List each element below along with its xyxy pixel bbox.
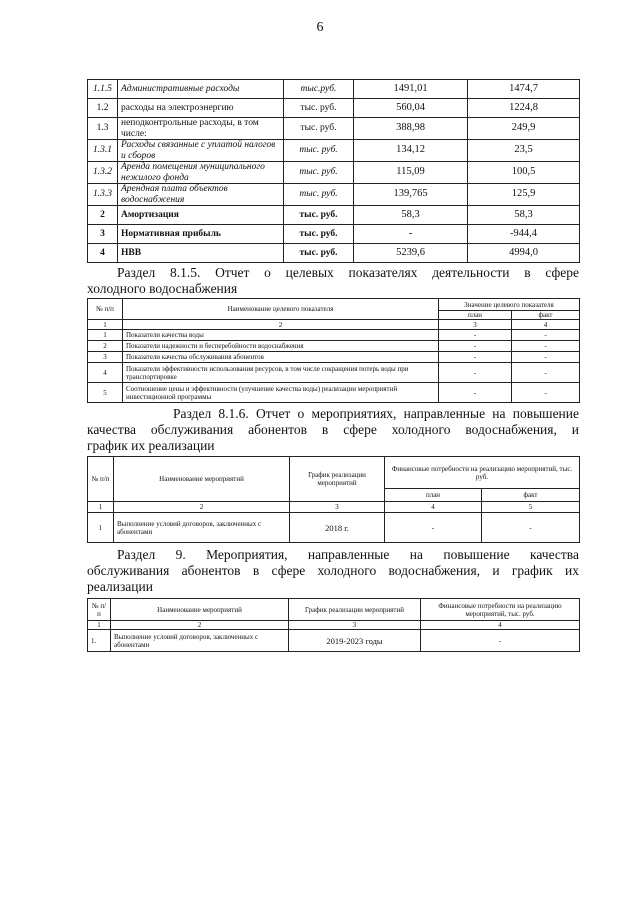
page-number: 6: [316, 20, 324, 35]
section-9-heading: Раздел 9. Мероприятия, направленные на повышение качества обслуживания абонентов в сфере холодного водоснабжения, и график их реализации: [87, 547, 579, 594]
section-8-1-6-heading: Раздел 8.1.6. Отчет о мероприятиях, направленные на повышение качества обслуживания абонентов в сфере холодного водоснабжения, и график их реализации: [87, 406, 579, 453]
table-row: 1 Показатели качества воды - -: [88, 330, 580, 341]
index-cell: 2: [123, 320, 439, 330]
index-cell: 3: [439, 320, 512, 330]
col-financing-header: Финансовые потребности на реализацию мероприятий, тыс. руб.: [385, 457, 580, 489]
index-cell: 1: [88, 621, 111, 630]
table-row: 3 Показатели качества обслуживания абонентов - -: [88, 352, 580, 363]
col-fact-header: факт: [512, 311, 580, 320]
col-financing-header: Финансовые потребности на реализацию мероприятий, тыс. руб.: [421, 599, 580, 621]
col-value-header: Значение целевого показателя: [439, 299, 580, 311]
index-cell: 3: [290, 502, 385, 513]
col-plan-header: план: [385, 489, 482, 502]
index-cell: 1: [88, 502, 114, 513]
table-row: 2 Амортизация тыс. руб. 58,3 58,3: [88, 206, 580, 225]
table-row: 2 Показатели надежности и бесперебойности водоснабжения - -: [88, 341, 580, 352]
section-8-1-5-heading: Раздел 8.1.5. Отчет о целевых показателях деятельности в сфере холодного водоснабжения: [87, 265, 579, 296]
col-schedule-header: График реализации мероприятий: [290, 457, 385, 502]
table-row: 1.1.5 Административные расходы тыс.руб. 1491,01 1474,7: [88, 80, 580, 99]
table-row: 1.3.3 Арендная плата объектов водоснабжения тыс. руб. 139,765 125,9: [88, 184, 580, 206]
index-cell: 4: [385, 502, 482, 513]
table-row: 1. Выполнение условий договоров, заключенных с абонентами 2019-2023 годы -: [88, 630, 580, 652]
table-row: 1 Выполнение условий договоров, заключенных с абонентами 2018 г. - -: [88, 513, 580, 543]
col-name-header: Наименование целевого показателя: [123, 299, 439, 320]
index-cell: 2: [114, 502, 290, 513]
table-row: 1.3.2 Аренда помещения муниципального нежилого фонда тыс. руб. 115,09 100,5: [88, 162, 580, 184]
table-row: 3 Нормативная прибыль тыс. руб. - -944,4: [88, 225, 580, 244]
col-plan-header: план: [439, 311, 512, 320]
index-cell: 2: [111, 621, 289, 630]
col-schedule-header: График реализации мероприятий: [289, 599, 421, 621]
col-fact-header: факт: [482, 489, 580, 502]
col-num-header: № п/п: [88, 299, 123, 320]
index-cell: 4: [421, 621, 580, 630]
index-cell: 3: [289, 621, 421, 630]
col-num-header: № п/п: [88, 599, 111, 621]
target-indicators-table: [87, 298, 580, 403]
expenses-table: [87, 79, 580, 263]
col-num-header: № п/п: [88, 457, 114, 502]
index-cell: 4: [512, 320, 580, 330]
measures-plan-table: [87, 598, 580, 652]
col-name-header: Наименование мероприятий: [111, 599, 289, 621]
table-row: 1.3.1 Расходы связанные с уплатой налогов и сборов тыс. руб. 134,12 23,5: [88, 140, 580, 162]
index-cell: 1: [88, 320, 123, 330]
table-row: 4 Показатели эффективности использования ресурсов, в том числе сокращения потерь воды при транспортировке - -: [88, 363, 580, 383]
table-row: 4 НВВ тыс. руб. 5239,6 4994,0: [88, 244, 580, 263]
table-row: 1.3 неподконтрольные расходы, в том числе: тыс. руб. 388,98 249,9: [88, 118, 580, 140]
index-cell: 5: [482, 502, 580, 513]
col-name-header: Наименование мероприятий: [114, 457, 290, 502]
table-row: 5 Соотношение цены и эффективности (улучшение качества воды) реализации мероприятий инвестиционной программы - -: [88, 383, 580, 403]
measures-report-table: [87, 456, 580, 543]
table-row: 1.2 расходы на электроэнергию тыс. руб. 560,04 1224,8: [88, 99, 580, 118]
